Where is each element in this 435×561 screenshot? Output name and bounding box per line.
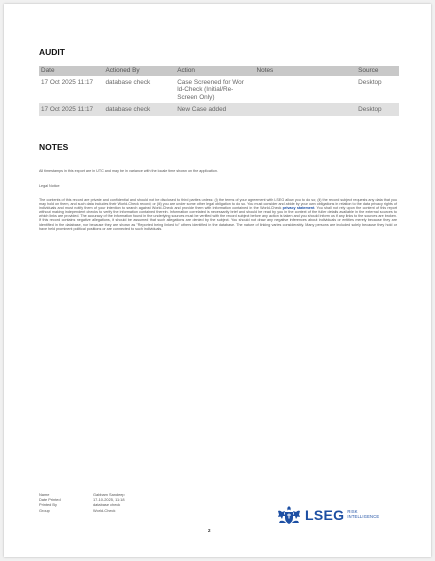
column-header-action: Action	[175, 66, 254, 76]
cell-date: 17 Oct 2025 11:17	[39, 103, 103, 115]
column-header-notes: Notes	[255, 66, 357, 76]
audit-header-row	[39, 66, 399, 76]
lseg-emblem-icon	[276, 505, 302, 525]
lseg-logo-sub-line-1: RISK	[347, 509, 358, 515]
lseg-logo-sub-line-2: INTELLIGENCE	[347, 514, 380, 519]
legal-text-part-2: . You shall not rely upon the content of this report without making independent checks to verify the information contained therein. Information correlated is necessarily brief and should be read by you in the context of the fuller details available in the external sources to which links are provided. The accuracy of the information found in the underlying sources must be verified with the record subject before any action is taken and you should inform us if any links to the sources are broken. If this record contains negative allegations, it should be assumed that such allegations are denied by the subject. You should not draw any negative inferences about individuals or entities merely because they are identified in the database, nor because they are shown as "Reported being linked to" others identified in the database. The nature of linking varies considerably. Many persons are included solely because they hold or have held prominent political positions or are connected to such individuals.	[39, 206, 398, 231]
meta-label: Name	[39, 492, 50, 497]
cell-actioned-by: database check	[103, 103, 175, 115]
lseg-logo-subtitle	[347, 510, 379, 519]
document-page	[4, 4, 431, 557]
cell-action: New Case added	[175, 103, 254, 115]
notes-title: NOTES	[39, 142, 69, 152]
legal-notice-text	[39, 198, 397, 231]
meta-value: Gabbam Sandeep	[93, 492, 125, 497]
cell-actioned-by: database check	[105, 79, 151, 86]
meta-label: Printed By	[39, 502, 57, 508]
cell-source: Desktop	[358, 79, 382, 86]
table-row	[39, 103, 399, 115]
audit-table	[39, 66, 399, 116]
lseg-logo	[276, 504, 379, 526]
cell-notes	[255, 76, 357, 103]
cell-date: 17 Oct 2025 11:17	[41, 79, 94, 86]
privacy-statement-link[interactable]: privacy statement	[282, 206, 315, 211]
audit-title: AUDIT	[39, 47, 65, 57]
meta-value: 17-10-2025, 11:18	[93, 497, 125, 503]
legal-heading: Legal Notice	[39, 184, 60, 188]
column-header-source: Source	[356, 66, 399, 76]
legal-text-part-1: The contents of this record are private and confidential and should not be disclosed to third parties unless: (i) the terms of your agreement with LSEG allow you to do so; (ii) the record subject requests any data that you may hold on them, and such data includes their World-Check record; or (iii) you are under some other legal obligation to do so. You must consider and abide by your own obligations in relation to the data privacy rights of individuals and must notify them of your intention to search against World-Check and provide them with information contained in the World-Check	[39, 198, 397, 211]
cell-action: Case Screened for Wor ld-Check (Initial/Re-Screen Only)	[177, 79, 244, 101]
cell-source: Desktop	[356, 103, 399, 115]
cell-notes	[255, 103, 357, 115]
column-header-date: Date	[39, 66, 103, 76]
column-header-actioned-by: Actioned By	[103, 66, 175, 76]
meta-label: Date Printed	[39, 497, 61, 503]
page-number: 2	[208, 528, 211, 533]
meta-value: database check	[93, 502, 121, 508]
print-metadata	[39, 492, 125, 513]
timestamps-note: All timestamps in this export are in UTC and may be in variance with the locale time shown on the application.	[39, 169, 218, 173]
meta-label: Group	[39, 507, 50, 513]
meta-row-group	[39, 508, 125, 513]
meta-value: World-Check	[93, 507, 116, 513]
lseg-logo-word: LSEG	[305, 507, 345, 523]
table-row	[39, 76, 399, 103]
